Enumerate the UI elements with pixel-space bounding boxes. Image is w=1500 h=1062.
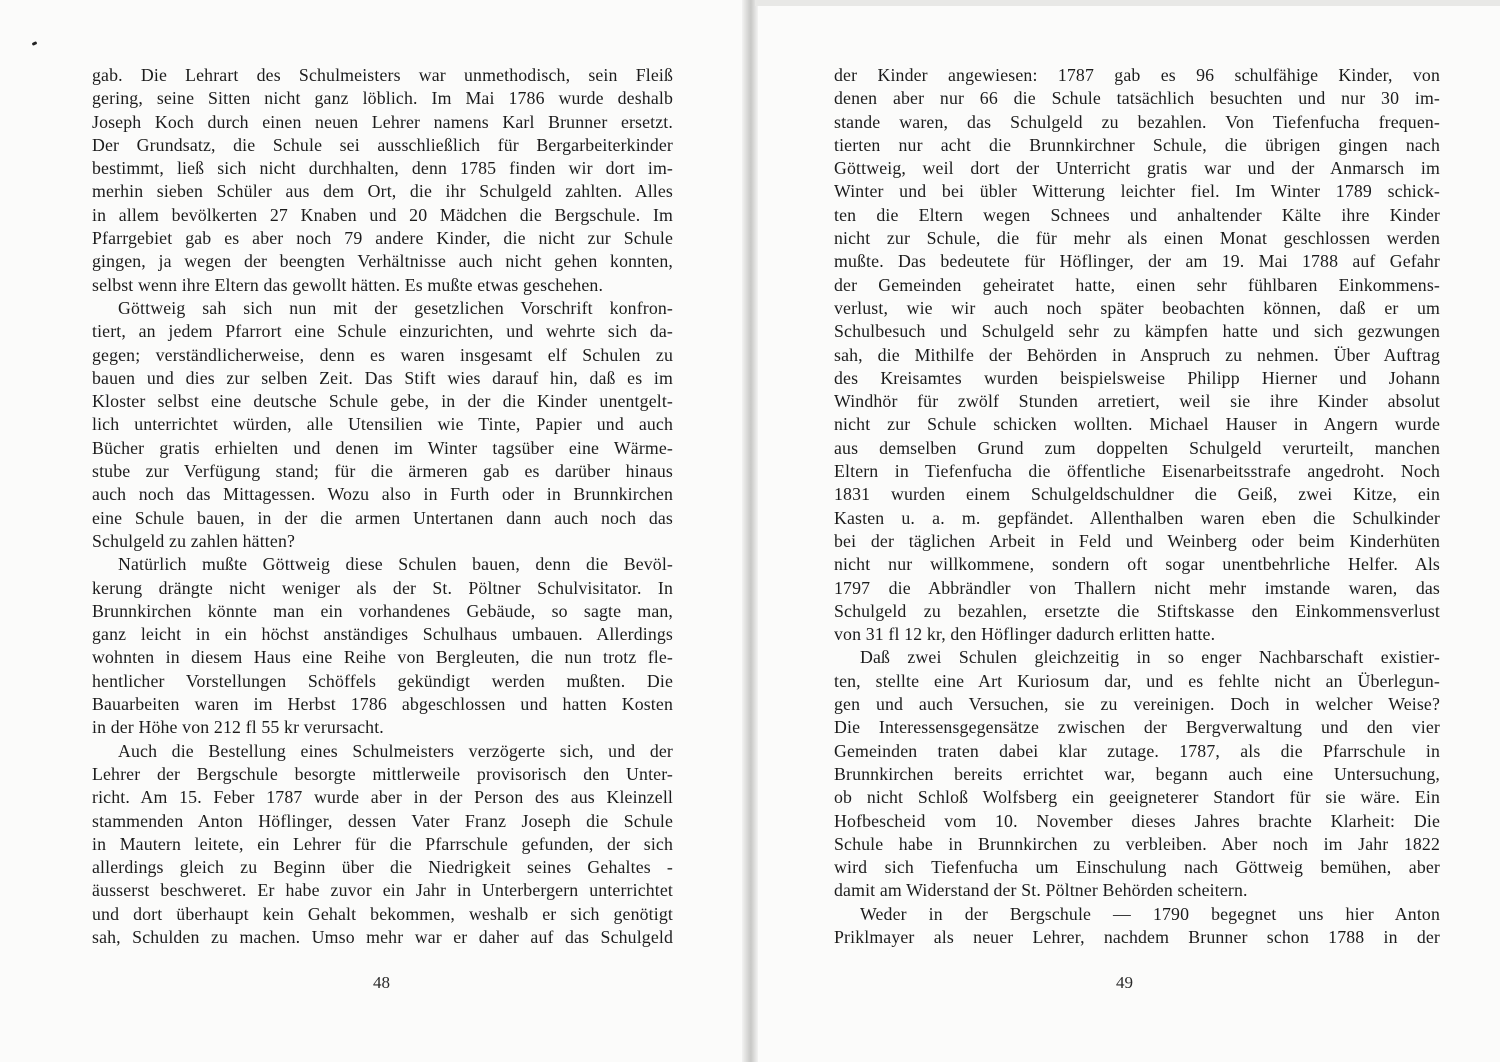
text-line: und dort überhaupt kein Gehalt bekommen, weshalb er sich genötigt [92, 903, 673, 924]
text-line: denen aber nur 66 die Schule tatsächlich besuchten und nur 30 im- [834, 88, 1440, 109]
text-line: Gemeinden traten dabei klar zutage. 1787, als die Pfarrschule in [834, 740, 1440, 761]
text-line: stube zur Verfügung stand; für die ärmeren gab es darüber hinaus [92, 461, 673, 482]
text-line: damit am Widerstand der St. Pöltner Behörden scheitern. [834, 880, 1248, 901]
text-line: stammenden Anton Höflinger, dessen Vater Franz Joseph die Schule [92, 810, 673, 831]
text-line: ten, stellte eine Art Kuriosum dar, und es fehlte nicht an Überlegun- [834, 670, 1440, 691]
text-line: aus demselben Grund zum doppelten Schulgeld verurteilt, manchen [834, 437, 1440, 458]
text-line: nicht nur willkommene, sondern oft sogar unentbehrliche Helfer. Als [834, 554, 1440, 575]
page-edge [755, 0, 1500, 6]
text-line: tiert, an jedem Pfarrort eine Schule einzurichten, und wehrte sich da- [92, 321, 673, 342]
text-line: Göttweig sah sich nun mit der gesetzlichen Vorschrift konfron- [118, 297, 673, 318]
page-number: 49 [1116, 973, 1133, 992]
text-line: Natürlich mußte Göttweig diese Schulen bauen, denn die Bevöl- [118, 554, 673, 575]
text-line: sah, Schulden zu machen. Umso mehr war er daher auf das Schulgeld [92, 926, 673, 947]
text-line: 1797 die Abbrändler von Thallern nicht mehr imstande waren, das [834, 577, 1440, 598]
text-line: 1831 wurden einem Schulgeldschuldner die Geiß, zwei Kitze, ein [834, 484, 1440, 505]
text-line: in allem bevölkerten 27 Knaben und 20 Mädchen die Bergschule. Im [92, 204, 673, 225]
text-line: sah, die Mithilfe der Behörden in Anspruch zu nehmen. Über Auftrag [834, 344, 1440, 365]
text-line: Lehrer der Bergschule besorgte mittlerweile provisorisch den Unter- [92, 763, 673, 784]
text-line: gingen, ja wegen der beengten Verhältnisse auch nicht gehen konnten, [92, 251, 673, 272]
text-line: richt. Am 15. Feber 1787 wurde aber in der Person des aus Kleinzell [92, 787, 673, 808]
text-line: Kasten u. a. m. gepfändet. Allenthalben waren eben die Schulkinder [834, 507, 1440, 528]
text-line: kerung drängte nicht weniger als der St. Pöltner Schulvisitator. In [92, 577, 673, 598]
text-line: der Gemeinden geheiratet hatte, einen sehr fühlbaren Einkommens- [834, 274, 1440, 295]
text-line: in der Höhe von 212 fl 55 kr verursacht. [92, 717, 384, 738]
text-line: Brunnkirchen könnte man ein vorhandenes Gebäude, so sagte man, [92, 600, 673, 621]
text-line: Winter und bei übler Witterung leichter fiel. Im Winter 1789 schick- [834, 181, 1440, 202]
text-line: nicht zur Schule schicken wollten. Michael Hauser in Angern wurde [834, 414, 1440, 435]
text-line: gegen; verständlicherweise, denn es waren insgesamt elf Schulen zu [92, 344, 673, 365]
text-line: bauen und dies zur selben Zeit. Das Stift wies darauf hin, daß es im [92, 367, 673, 388]
text-line: bestimmt, ließ sich nicht durchhalten, denn 1785 finden wir dort im- [92, 158, 673, 179]
text-line: Joseph Koch durch einen neuen Lehrer namens Karl Brunner ersetzt. [92, 111, 673, 132]
ink-speck [32, 41, 38, 46]
text-line: wohnten in diesem Haus eine Reihe von Bergleuten, die nun trotz fle- [92, 647, 673, 668]
text-line: wird sich Tiefenfucha um Einschulung nach Göttweig bemühen, aber [834, 857, 1440, 878]
text-line: Windhör für zwölf Stunden arretiert, weil sie ihre Kinder absolut [834, 391, 1440, 412]
text-line: gering, seine Sitten nicht ganz löblich. Im Mai 1786 wurde deshalb [92, 88, 673, 109]
text-line: Brunnkirchen bereits errichtet war, begann auch eine Untersuchung, [834, 763, 1440, 784]
text-line: Schulgeld zu bezahlen, ersetzte die Stiftskasse den Einkommensverlust [834, 600, 1440, 621]
text-line: Bücher gratis erhielten und denen im Winter tagsüber eine Wärme- [92, 437, 673, 458]
text-line: tierten nur acht die Brunnkirchner Schule, die übrigen gingen nach [834, 134, 1440, 155]
text-line: Weder in der Bergschule — 1790 begegnet uns hier Anton [860, 903, 1440, 924]
text-line: Schule habe in Brunnkirchen zu verbleiben. Aber noch im Jahr 1822 [834, 833, 1440, 854]
text-line: äusserst beschweret. Er habe zuvor ein Jahr in Unterbergern unterrichtet [92, 880, 673, 901]
text-line: bei der täglichen Arbeit in Feld und Weinberg oder beim Kinderhüten [834, 530, 1440, 551]
text-line: eine Schule bauen, in der die armen Untertanen dann auch noch das [92, 507, 673, 528]
text-line: Schulbesuch und Schulgeld sehr zu kämpfen hatte und sich gezwungen [834, 321, 1440, 342]
text-line: ten die Eltern wegen Schnees und anhaltender Kälte ihre Kinder [834, 204, 1440, 225]
text-line: gab. Die Lehrart des Schulmeisters war unmethodisch, sein Fleiß [92, 65, 673, 85]
text-line: Göttweig, weil dort der Unterricht gratis war und der Anmarsch im [834, 158, 1440, 179]
text-line: Auch die Bestellung eines Schulmeisters verzögerte sich, und der [118, 740, 673, 761]
left-page [92, 64, 673, 1024]
text-line: Die Interessensgegensätze zwischen der Bergverwaltung und den vier [834, 717, 1440, 738]
text-line: Hofbescheid vom 10. November dieses Jahres brachte Klarheit: Die [834, 810, 1440, 831]
text-line: in Mautern leitete, ein Lehrer für die Pfarrschule gefunden, der sich [92, 833, 673, 854]
text-line: Pfarrgebiet gab es aber noch 79 andere Kinder, die nicht zur Schule [92, 228, 673, 249]
text-line: mußte. Das bedeutete für Höflinger, der am 19. Mai 1788 auf Gefahr [834, 251, 1440, 272]
text-line: Eltern in Tiefenfucha die öffentliche Eisenarbeitsstrafe angedroht. Noch [834, 461, 1440, 482]
text-line: auch noch das Mittagessen. Wozu also in Furth oder in Brunnkirchen [92, 484, 673, 505]
text-line: von 31 fl 12 kr, den Höflinger dadurch erlitten hatte. [834, 624, 1216, 645]
text-line: Daß zwei Schulen gleichzeitig in so enger Nachbarschaft existier- [860, 647, 1440, 668]
text-line: Kloster selbst eine deutsche Schule gebe, in der die Kinder unentgelt- [92, 391, 673, 412]
text-line: hentlicher Vorstellungen Schöffels gekündigt werden mußten. Die [92, 670, 673, 691]
page-number: 48 [373, 973, 390, 992]
text-line: selbst wenn ihre Eltern das gewollt hätten. Es mußte etwas geschehen. [92, 274, 604, 295]
text-line: Bauarbeiten waren im Herbst 1786 abgeschlossen und hatten Kosten [92, 694, 673, 715]
text-line: stande waren, das Schulgeld zu bezahlen. Von Tiefenfucha frequen- [834, 111, 1440, 132]
right-page [834, 64, 1440, 1024]
text-line: Der Grundsatz, die Schule sei ausschließlich für Bergarbeiterkinder [92, 134, 673, 155]
text-line: lich unterrichtet würden, alle Utensilien wie Tinte, Papier und auch [92, 414, 673, 435]
text-line: allerdings gleich zu Beginn über die Niedrigkeit seines Gehaltes - [92, 857, 673, 878]
text-line: Schulgeld zu zahlen hätten? [92, 530, 296, 551]
text-line: des Kreisamtes wurden beispielsweise Philipp Hierner und Johann [834, 367, 1440, 388]
book-gutter [742, 0, 758, 1062]
text-line: Priklmayer als neuer Lehrer, nachdem Brunner schon 1788 in der [834, 926, 1440, 947]
text-line: merhin sieben Schüler aus dem Ort, die ihr Schulgeld zahlten. Alles [92, 181, 673, 202]
text-line: der Kinder angewiesen: 1787 gab es 96 schulfähige Kinder, von [834, 65, 1440, 85]
text-line: nicht zur Schule, die für mehr als einen Monat geschlossen werden [834, 228, 1440, 249]
text-line: gen und auch Versuchen, sie zu vereinigen. Doch in welcher Weise? [834, 694, 1440, 715]
text-line: verlust, wie wir auch noch später beobachten können, daß er um [834, 297, 1440, 318]
text-line: ganz leicht in ein höchst anständiges Schulhaus umbauen. Allerdings [92, 624, 673, 645]
text-line: ob nicht Schloß Wolfsberg ein geeigneterer Standort für sie wäre. Ein [834, 787, 1440, 808]
